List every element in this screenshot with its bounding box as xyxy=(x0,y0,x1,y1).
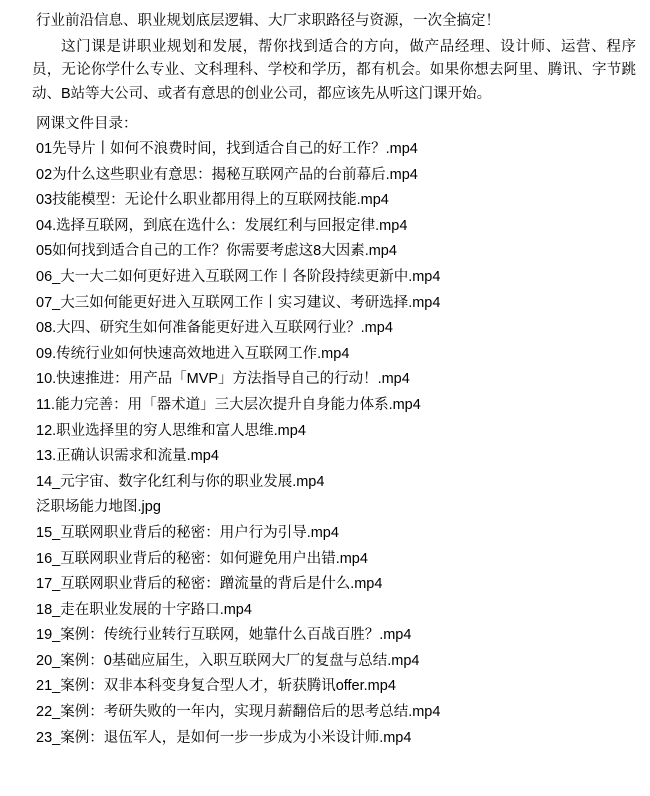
list-item: 09.传统行业如何快速高效地进入互联网工作.mp4 xyxy=(36,345,350,362)
intro-paragraph-1: 行业前沿信息、职业规划底层逻辑、大厂求职路径与资源，一次全搞定！ xyxy=(36,13,500,29)
list-item: 05如何找到适合自己的工作？你需要考虑这8大因素.mp4 xyxy=(36,243,397,260)
file-directory-heading: 网课文件目录： xyxy=(36,116,138,132)
list-item: 14_元宇宙、数字化红利与你的职业发展.mp4 xyxy=(36,473,325,490)
list-item: 20_案例：0基础应届生，入职互联网大厂的复盘与总结.mp4 xyxy=(36,652,420,669)
list-item: 07_大三如何能更好进入互联网工作丨实习建议、考研选择.mp4 xyxy=(36,294,441,311)
list-item: 16_互联网职业背后的秘密：如何避免用户出错.mp4 xyxy=(36,550,368,567)
list-item: 22_案例：考研失败的一年内，实现月薪翻倍后的思考总结.mp4 xyxy=(36,704,441,721)
list-item: 08.大四、研究生如何准备能更好进入互联网行业？.mp4 xyxy=(36,320,393,337)
list-item: 03技能模型：无论什么职业都用得上的互联网技能.mp4 xyxy=(36,192,389,209)
list-item: 13.正确认识需求和流量.mp4 xyxy=(36,448,219,465)
list-item: 02为什么这些职业有意思：揭秘互联网产品的台前幕后.mp4 xyxy=(36,166,418,183)
list-item: 11.能力完善：用「器术道」三大层次提升自身能力体系.mp4 xyxy=(36,396,421,413)
list-item: 15_互联网职业背后的秘密：用户行为引导.mp4 xyxy=(36,524,339,541)
list-item: 04.选择互联网，到底在选什么：发展红利与回报定律.mp4 xyxy=(36,217,408,234)
list-item: 18_走在职业发展的十字路口.mp4 xyxy=(36,601,252,618)
list-item: 01先导片丨如何不浪费时间，找到适合自己的好工作？.mp4 xyxy=(36,141,418,157)
list-item: 19_案例：传统行业转行互联网，她靠什么百战百胜？.mp4 xyxy=(36,627,412,644)
list-item: 21_案例：双非本科变身复合型人才，斩获腾讯offer.mp4 xyxy=(36,678,396,695)
list-item: 17_互联网职业背后的秘密：蹭流量的背后是什么.mp4 xyxy=(36,576,383,593)
list-item: 23_案例：退伍军人，是如何一步一步成为小米设计师.mp4 xyxy=(36,729,412,746)
intro-paragraph-2: 这门课是讲职业规划和发展，帮你找到适合的方向，做产品经理、设计师、运营、程序员，无论你学什么专业、文科理科、学校和学历，都有机会。如果你想去阿里、腾讯、字节跳动、B站等大公司、或者有意思的创业公司，都应该先从听这门课开始。 xyxy=(32,38,636,102)
list-item: 12.职业选择里的穷人思维和富人思维.mp4 xyxy=(36,422,306,439)
file-list xyxy=(32,137,636,751)
list-item: 10.快速推进：用产品「MVP」方法指导自己的行动！.mp4 xyxy=(36,371,410,388)
list-item: 泛职场能力地图.jpg xyxy=(36,499,161,516)
list-item: 06_大一大二如何更好进入互联网工作丨各阶段持续更新中.mp4 xyxy=(36,268,441,285)
